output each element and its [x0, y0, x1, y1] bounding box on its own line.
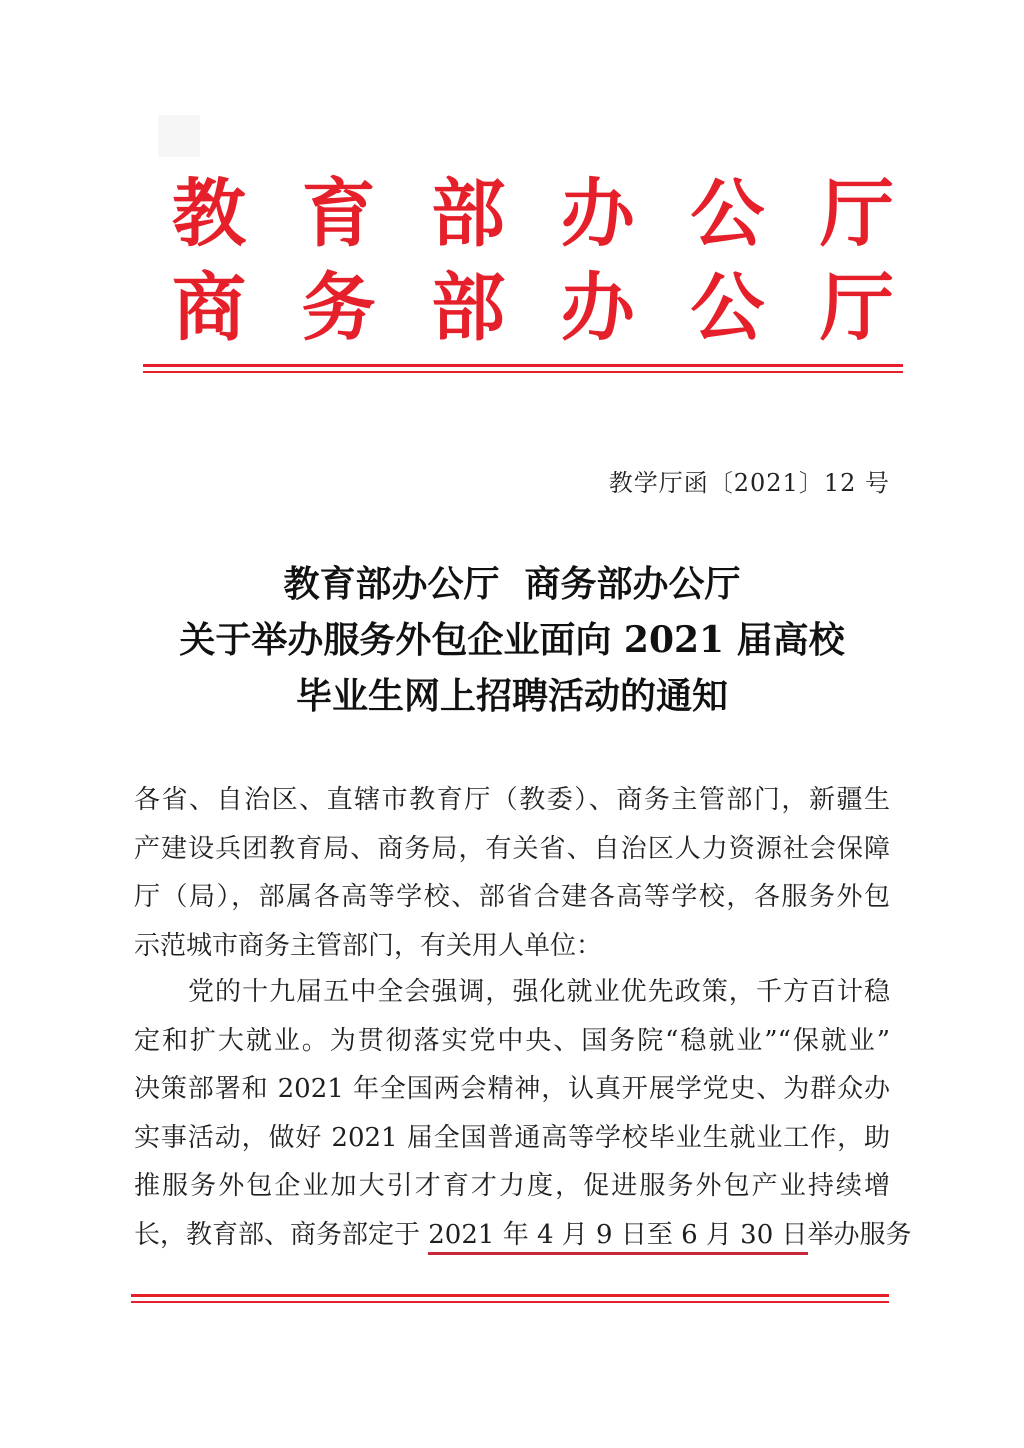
document-number: 教学厅函〔2021〕12 号 — [608, 469, 890, 497]
document-title — [0, 556, 1024, 724]
highlighted-date-range: 2021 年 4 月 9 日至 6 月 30 日 — [428, 1220, 807, 1255]
paragraph-line: 推服务外包企业加大引才育才力度，促进服务外包产业持续增 — [134, 1171, 890, 1201]
header-char: 部 — [431, 265, 506, 351]
salutation-line: 示范城市商务主管部门，有关用人单位： — [134, 930, 603, 961]
header-red-rule — [143, 364, 903, 373]
header-char: 公 — [690, 171, 765, 257]
title-line: 关于举办服务外包企业面向 2021 届高校 — [179, 619, 845, 661]
header-char: 公 — [690, 265, 765, 351]
header-char: 育 — [301, 171, 376, 257]
header-char: 商 — [172, 265, 246, 351]
last-line-suffix: 举办服务 — [807, 1219, 912, 1250]
header-char: 厅 — [819, 171, 894, 257]
header-char: 教 — [172, 171, 246, 257]
header-char: 办 — [560, 265, 635, 351]
salutation-block — [134, 776, 890, 970]
title-line: 教育部办公厅 商务部办公厅 — [283, 563, 741, 605]
issuer-header-line-2 — [168, 260, 898, 356]
header-char: 厅 — [819, 265, 894, 351]
paragraph-line: 实事活动，做好 2021 届全国普通高等学校毕业生就业工作，助 — [134, 1122, 890, 1153]
salutation-line: 厅（局），部属各高等学校、部省合建各高等学校，各服务外包 — [134, 882, 890, 912]
title-line: 毕业生网上招聘活动的通知 — [295, 675, 728, 717]
scan-corner-mark — [158, 115, 200, 157]
footer-red-rule — [131, 1294, 889, 1303]
body-paragraph — [134, 968, 912, 1259]
paragraph-line: 党的十九届五中全会强调，强化就业优先政策，千方百计稳 — [188, 977, 890, 1007]
header-char: 部 — [431, 171, 506, 257]
paragraph-line: 定和扩大就业。为贯彻落实党中央、国务院“稳就业”“保就业” — [134, 1025, 890, 1056]
issuer-header-line-1 — [168, 166, 898, 262]
last-line-prefix: 长，教育部、商务部定于 — [134, 1219, 429, 1250]
paragraph-line: 决策部署和 2021 年全国两会精神，认真开展学党史、为群众办 — [134, 1074, 890, 1104]
header-char: 务 — [301, 265, 376, 351]
paragraph-last-line — [134, 1211, 912, 1260]
salutation-line: 产建设兵团教育局、商务局，有关省、自治区人力资源社会保障 — [134, 833, 890, 864]
salutation-line: 各省、自治区、直辖市教育厅（教委）、商务主管部门，新疆生 — [134, 785, 890, 815]
header-char: 办 — [560, 171, 635, 257]
